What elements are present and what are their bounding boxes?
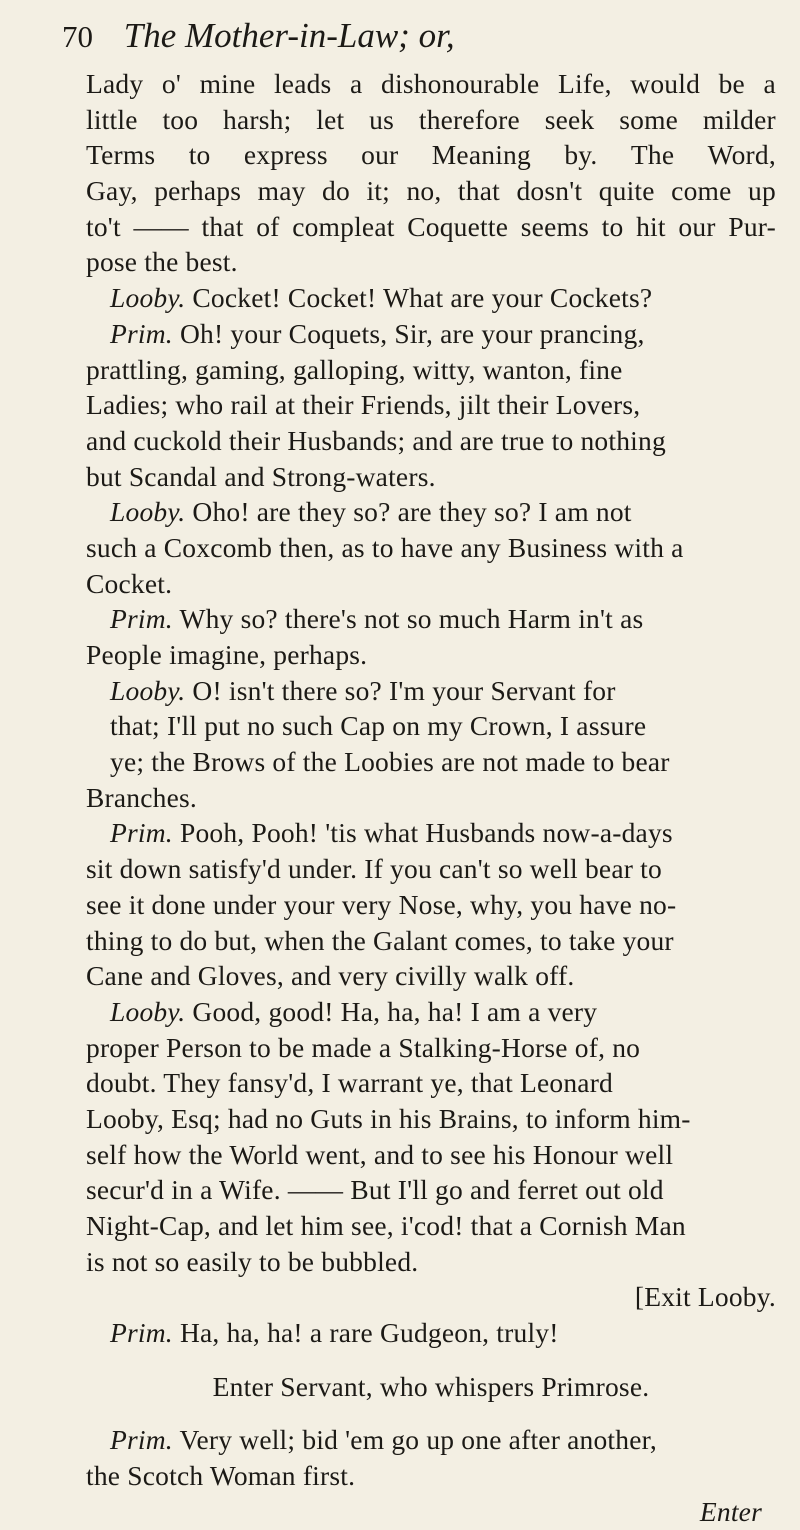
speech-line: Prim. Oh! your Coquets, Sir, are your prancing, [110, 317, 645, 349]
text-line: Looby, Esq; had no Guts in his Brains, to inform him- [86, 1102, 691, 1134]
text-line: secur'd in a Wife. —— But I'll go and ferret out old [86, 1174, 664, 1206]
speech-line: Looby. Oho! are they so? are they so? I am not [110, 496, 632, 528]
running-title: The Mother-in-Law; or, [123, 16, 455, 55]
text-line: the Scotch Woman first. [86, 1460, 356, 1492]
text-line: Lady o' mine leads a dishonourable Life, would be a [86, 68, 776, 99]
text-line: Gay, perhaps may do it; no, that dosn't quite come up [86, 175, 776, 207]
text-line: thing to do but, when the Galant comes, to take your [86, 924, 674, 956]
speech-line: Looby. Good, good! Ha, ha, ha! I am a very [110, 995, 598, 1027]
running-header [62, 10, 742, 62]
text-line: ye; the Brows of the Loobies are not made to bear [110, 746, 670, 778]
text-line: and cuckold their Husbands; and are true to nothing [86, 424, 666, 456]
speech-line: Looby. Cocket! Cocket! What are your Cockets? [110, 282, 653, 314]
text-line: such a Coxcomb then, as to have any Business with a [86, 531, 684, 563]
text-line: that; I'll put no such Cap on my Crown, I assure [110, 710, 647, 742]
text-line: Terms to express our Meaning by. The Word, [86, 139, 776, 171]
page-body [86, 66, 776, 1530]
text-line: pose the best. [86, 246, 238, 278]
text-line: Cane and Gloves, and very civilly walk off. [86, 960, 575, 992]
text-line: People imagine, perhaps. [86, 639, 368, 670]
text-line: is not so easily to be bubbled. [86, 1245, 419, 1277]
text-line: see it done under your very Nose, why, you have no- [86, 888, 677, 920]
text-line: self how the World went, and to see his Honour well [86, 1138, 674, 1170]
text-line: sit down satisfy'd under. If you can't so well bear to [86, 853, 662, 885]
speech-line: Prim. Ha, ha, ha! a rare Gudgeon, truly! [110, 1317, 559, 1349]
catchword: Enter [699, 1495, 762, 1527]
text-line: to't —— that of compleat Coquette seems to hit our Pur- [86, 210, 776, 242]
stage-direction-exit: [Exit Looby. [634, 1281, 776, 1313]
text-line: but Scandal and Strong-waters. [86, 460, 436, 492]
speech-line: Prim. Very well; bid 'em go up one after another, [110, 1424, 657, 1456]
text-line: Branches. [86, 781, 197, 813]
text-line: little too harsh; let us therefore seek some milder [86, 103, 776, 135]
text-line: prattling, gaming, galloping, witty, wanton, fine [86, 353, 623, 385]
text-line: doubt. They fansy'd, I warrant ye, that Leonard [86, 1067, 614, 1099]
text-line: Cocket. [86, 567, 173, 599]
text-line: Night-Cap, and let him see, i'cod! that a Cornish Man [86, 1210, 686, 1241]
speech-line: Prim. Pooh, Pooh! 'tis what Husbands now-a-days [110, 817, 673, 849]
stage-direction-enter: Enter Servant, who whispers Primrose. [212, 1370, 650, 1402]
text-line: proper Person to be made a Stalking-Horse of, no [86, 1031, 641, 1063]
page-number: 70 [62, 19, 93, 54]
text-line: Ladies; who rail at their Friends, jilt their Lovers, [86, 389, 641, 421]
speech-line: Looby. O! isn't there so? I'm your Servant for [110, 674, 616, 706]
speech-line: Prim. Why so? there's not so much Harm in't as [110, 603, 644, 635]
